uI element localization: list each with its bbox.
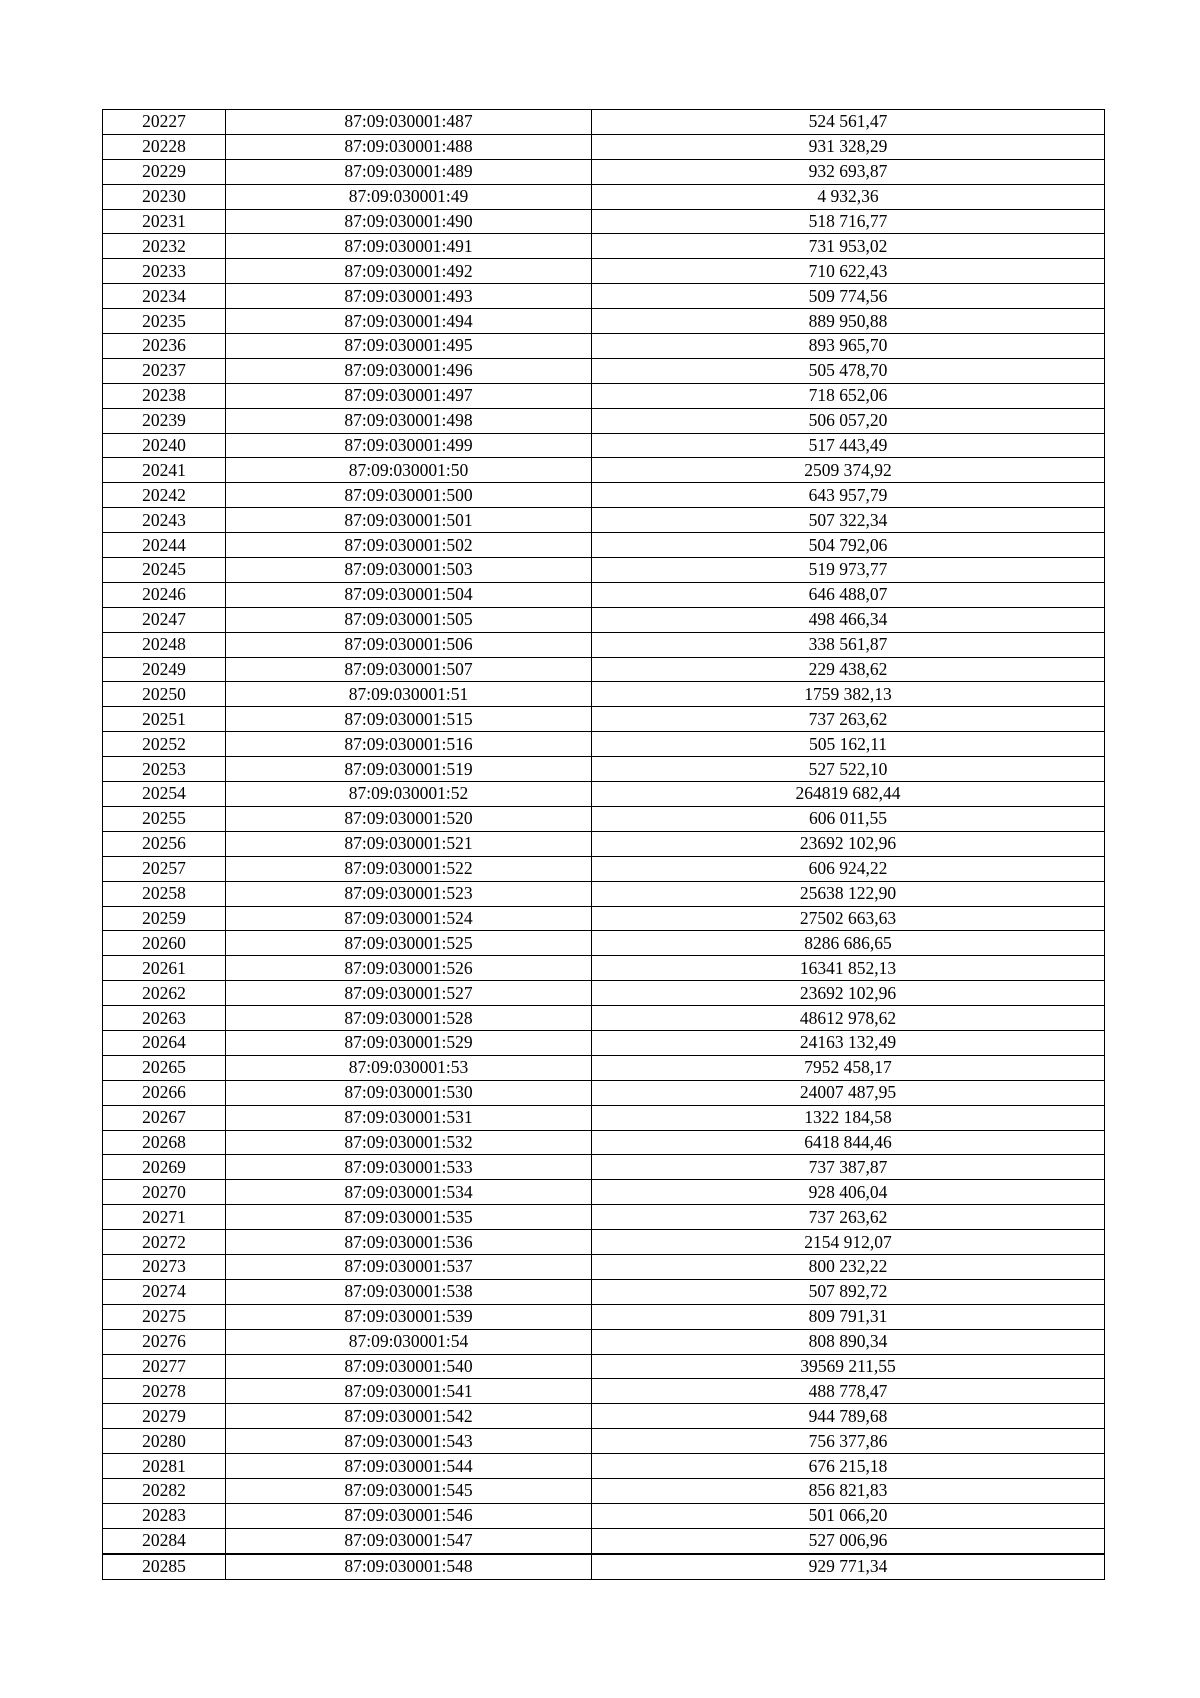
cadastral-number-cell: 87:09:030001:519 bbox=[226, 757, 592, 782]
cadastral-value-cell: 25638 122,90 bbox=[592, 881, 1105, 906]
cadastral-value-cell: 518 716,77 bbox=[592, 209, 1105, 234]
table-row bbox=[103, 831, 1105, 856]
cadastral-number-cell: 87:09:030001:54 bbox=[226, 1329, 592, 1354]
cadastral-number-cell: 87:09:030001:540 bbox=[226, 1354, 592, 1379]
cadastral-value-cell: 808 890,34 bbox=[592, 1329, 1105, 1354]
cadastral-value-cell: 710 622,43 bbox=[592, 259, 1105, 284]
cadastral-value-cell: 517 443,49 bbox=[592, 433, 1105, 458]
row-number-cell: 20247 bbox=[103, 607, 226, 632]
table-row bbox=[103, 358, 1105, 383]
row-number-cell: 20240 bbox=[103, 433, 226, 458]
table-row bbox=[103, 1503, 1105, 1528]
row-number-cell: 20239 bbox=[103, 408, 226, 433]
cadastral-value-cell: 737 263,62 bbox=[592, 707, 1105, 732]
table-row bbox=[103, 408, 1105, 433]
cadastral-value-table bbox=[102, 109, 1105, 1580]
row-number-cell: 20275 bbox=[103, 1304, 226, 1329]
cadastral-number-cell: 87:09:030001:503 bbox=[226, 558, 592, 583]
cadastral-number-cell: 87:09:030001:491 bbox=[226, 234, 592, 259]
cadastral-value-cell: 800 232,22 bbox=[592, 1254, 1105, 1279]
cadastral-value-cell: 23692 102,96 bbox=[592, 981, 1105, 1006]
row-number-cell: 20252 bbox=[103, 732, 226, 757]
cadastral-number-cell: 87:09:030001:538 bbox=[226, 1279, 592, 1304]
table-row bbox=[103, 856, 1105, 881]
cadastral-value-cell: 756 377,86 bbox=[592, 1429, 1105, 1454]
row-number-cell: 20255 bbox=[103, 806, 226, 831]
table-row bbox=[103, 110, 1105, 135]
cadastral-number-cell: 87:09:030001:515 bbox=[226, 707, 592, 732]
table-row bbox=[103, 782, 1105, 807]
table-row bbox=[103, 508, 1105, 533]
row-number-cell: 20241 bbox=[103, 458, 226, 483]
cadastral-number-cell: 87:09:030001:535 bbox=[226, 1205, 592, 1230]
row-number-cell: 20231 bbox=[103, 209, 226, 234]
row-number-cell: 20283 bbox=[103, 1503, 226, 1528]
cadastral-value-cell: 643 957,79 bbox=[592, 483, 1105, 508]
row-number-cell: 20256 bbox=[103, 831, 226, 856]
row-number-cell: 20277 bbox=[103, 1354, 226, 1379]
table-row bbox=[103, 806, 1105, 831]
cadastral-number-cell: 87:09:030001:516 bbox=[226, 732, 592, 757]
table-row bbox=[103, 1006, 1105, 1031]
cadastral-value-cell: 16341 852,13 bbox=[592, 956, 1105, 981]
row-number-cell: 20234 bbox=[103, 284, 226, 309]
row-number-cell: 20238 bbox=[103, 383, 226, 408]
row-number-cell: 20246 bbox=[103, 582, 226, 607]
row-number-cell: 20279 bbox=[103, 1404, 226, 1429]
cadastral-value-cell: 737 263,62 bbox=[592, 1205, 1105, 1230]
row-number-cell: 20271 bbox=[103, 1205, 226, 1230]
cadastral-value-cell: 504 792,06 bbox=[592, 533, 1105, 558]
table-row bbox=[103, 657, 1105, 682]
row-number-cell: 20272 bbox=[103, 1230, 226, 1255]
table-row bbox=[103, 607, 1105, 632]
cadastral-number-cell: 87:09:030001:529 bbox=[226, 1030, 592, 1055]
cadastral-value-cell: 944 789,68 bbox=[592, 1404, 1105, 1429]
cadastral-number-cell: 87:09:030001:525 bbox=[226, 931, 592, 956]
row-number-cell: 20262 bbox=[103, 981, 226, 1006]
cadastral-number-cell: 87:09:030001:527 bbox=[226, 981, 592, 1006]
table-row bbox=[103, 334, 1105, 359]
table-row bbox=[103, 732, 1105, 757]
table-row bbox=[103, 1030, 1105, 1055]
cadastral-number-cell: 87:09:030001:496 bbox=[226, 358, 592, 383]
cadastral-value-cell: 2154 912,07 bbox=[592, 1230, 1105, 1255]
cadastral-value-cell: 646 488,07 bbox=[592, 582, 1105, 607]
cadastral-value-cell: 24007 487,95 bbox=[592, 1080, 1105, 1105]
row-number-cell: 20233 bbox=[103, 259, 226, 284]
table-row bbox=[103, 458, 1105, 483]
row-number-cell: 20258 bbox=[103, 881, 226, 906]
cadastral-value-cell: 6418 844,46 bbox=[592, 1130, 1105, 1155]
row-number-cell: 20276 bbox=[103, 1329, 226, 1354]
row-number-cell: 20269 bbox=[103, 1155, 226, 1180]
cadastral-number-cell: 87:09:030001:494 bbox=[226, 309, 592, 334]
cadastral-number-cell: 87:09:030001:534 bbox=[226, 1180, 592, 1205]
cadastral-value-cell: 501 066,20 bbox=[592, 1503, 1105, 1528]
row-number-cell: 20236 bbox=[103, 334, 226, 359]
cadastral-number-cell: 87:09:030001:504 bbox=[226, 582, 592, 607]
cadastral-value-cell: 524 561,47 bbox=[592, 110, 1105, 135]
cadastral-number-cell: 87:09:030001:523 bbox=[226, 881, 592, 906]
row-number-cell: 20264 bbox=[103, 1030, 226, 1055]
row-number-cell: 20267 bbox=[103, 1105, 226, 1130]
table-row bbox=[103, 1155, 1105, 1180]
cadastral-value-cell: 4 932,36 bbox=[592, 184, 1105, 209]
table-row bbox=[103, 1230, 1105, 1255]
table-row bbox=[103, 707, 1105, 732]
row-number-cell: 20253 bbox=[103, 757, 226, 782]
table-row bbox=[103, 981, 1105, 1006]
cadastral-number-cell: 87:09:030001:531 bbox=[226, 1105, 592, 1130]
row-number-cell: 20232 bbox=[103, 234, 226, 259]
row-number-cell: 20259 bbox=[103, 906, 226, 931]
table-row bbox=[103, 483, 1105, 508]
cadastral-number-cell: 87:09:030001:506 bbox=[226, 632, 592, 657]
row-number-cell: 20257 bbox=[103, 856, 226, 881]
table-body bbox=[103, 110, 1105, 1580]
cadastral-value-cell: 731 953,02 bbox=[592, 234, 1105, 259]
cadastral-value-cell: 506 057,20 bbox=[592, 408, 1105, 433]
row-number-cell: 20248 bbox=[103, 632, 226, 657]
cadastral-value-cell: 505 162,11 bbox=[592, 732, 1105, 757]
row-number-cell: 20282 bbox=[103, 1478, 226, 1503]
table-row bbox=[103, 1254, 1105, 1279]
row-number-cell: 20254 bbox=[103, 782, 226, 807]
cadastral-number-cell: 87:09:030001:507 bbox=[226, 657, 592, 682]
table-row bbox=[103, 1429, 1105, 1454]
row-number-cell: 20249 bbox=[103, 657, 226, 682]
cadastral-value-cell: 7952 458,17 bbox=[592, 1055, 1105, 1080]
cadastral-value-cell: 676 215,18 bbox=[592, 1454, 1105, 1479]
row-number-cell: 20235 bbox=[103, 309, 226, 334]
table-row bbox=[103, 632, 1105, 657]
table-row bbox=[103, 184, 1105, 209]
cadastral-number-cell: 87:09:030001:547 bbox=[226, 1528, 592, 1553]
cadastral-number-cell: 87:09:030001:500 bbox=[226, 483, 592, 508]
cadastral-value-cell: 8286 686,65 bbox=[592, 931, 1105, 956]
row-number-cell: 20263 bbox=[103, 1006, 226, 1031]
table-row bbox=[103, 159, 1105, 184]
row-number-cell: 20281 bbox=[103, 1454, 226, 1479]
table-row bbox=[103, 1528, 1105, 1553]
table-row bbox=[103, 906, 1105, 931]
row-number-cell: 20250 bbox=[103, 682, 226, 707]
cadastral-number-cell: 87:09:030001:495 bbox=[226, 334, 592, 359]
cadastral-value-cell: 488 778,47 bbox=[592, 1379, 1105, 1404]
table-row bbox=[103, 1404, 1105, 1429]
row-number-cell: 20270 bbox=[103, 1180, 226, 1205]
table-row bbox=[103, 259, 1105, 284]
cadastral-number-cell: 87:09:030001:505 bbox=[226, 607, 592, 632]
row-number-cell: 20243 bbox=[103, 508, 226, 533]
cadastral-value-cell: 932 693,87 bbox=[592, 159, 1105, 184]
table-row bbox=[103, 1554, 1105, 1579]
table-row bbox=[103, 134, 1105, 159]
table-row bbox=[103, 1379, 1105, 1404]
cadastral-value-cell: 2509 374,92 bbox=[592, 458, 1105, 483]
cadastral-value-cell: 27502 663,63 bbox=[592, 906, 1105, 931]
table-row bbox=[103, 558, 1105, 583]
cadastral-value-cell: 931 328,29 bbox=[592, 134, 1105, 159]
row-number-cell: 20229 bbox=[103, 159, 226, 184]
cadastral-number-cell: 87:09:030001:498 bbox=[226, 408, 592, 433]
row-number-cell: 20268 bbox=[103, 1130, 226, 1155]
table-row bbox=[103, 1478, 1105, 1503]
table-row bbox=[103, 209, 1105, 234]
cadastral-number-cell: 87:09:030001:533 bbox=[226, 1155, 592, 1180]
cadastral-number-cell: 87:09:030001:536 bbox=[226, 1230, 592, 1255]
cadastral-value-cell: 519 973,77 bbox=[592, 558, 1105, 583]
row-number-cell: 20227 bbox=[103, 110, 226, 135]
table-row bbox=[103, 682, 1105, 707]
row-number-cell: 20228 bbox=[103, 134, 226, 159]
cadastral-value-cell: 606 011,55 bbox=[592, 806, 1105, 831]
cadastral-number-cell: 87:09:030001:524 bbox=[226, 906, 592, 931]
cadastral-number-cell: 87:09:030001:50 bbox=[226, 458, 592, 483]
table-row bbox=[103, 1205, 1105, 1230]
cadastral-value-cell: 498 466,34 bbox=[592, 607, 1105, 632]
cadastral-value-cell: 24163 132,49 bbox=[592, 1030, 1105, 1055]
cadastral-number-cell: 87:09:030001:520 bbox=[226, 806, 592, 831]
table-row bbox=[103, 931, 1105, 956]
table-row bbox=[103, 881, 1105, 906]
cadastral-value-cell: 229 438,62 bbox=[592, 657, 1105, 682]
cadastral-value-cell: 809 791,31 bbox=[592, 1304, 1105, 1329]
cadastral-number-cell: 87:09:030001:544 bbox=[226, 1454, 592, 1479]
row-number-cell: 20230 bbox=[103, 184, 226, 209]
table-row bbox=[103, 1130, 1105, 1155]
row-number-cell: 20265 bbox=[103, 1055, 226, 1080]
cadastral-number-cell: 87:09:030001:489 bbox=[226, 159, 592, 184]
table-row bbox=[103, 1080, 1105, 1105]
cadastral-number-cell: 87:09:030001:52 bbox=[226, 782, 592, 807]
cadastral-number-cell: 87:09:030001:53 bbox=[226, 1055, 592, 1080]
cadastral-number-cell: 87:09:030001:497 bbox=[226, 383, 592, 408]
cadastral-value-cell: 264819 682,44 bbox=[592, 782, 1105, 807]
cadastral-value-cell: 606 924,22 bbox=[592, 856, 1105, 881]
cadastral-value-cell: 737 387,87 bbox=[592, 1155, 1105, 1180]
cadastral-number-cell: 87:09:030001:541 bbox=[226, 1379, 592, 1404]
cadastral-value-cell: 889 950,88 bbox=[592, 309, 1105, 334]
cadastral-number-cell: 87:09:030001:548 bbox=[226, 1554, 592, 1579]
cadastral-value-cell: 1759 382,13 bbox=[592, 682, 1105, 707]
cadastral-number-cell: 87:09:030001:530 bbox=[226, 1080, 592, 1105]
table-row bbox=[103, 533, 1105, 558]
cadastral-number-cell: 87:09:030001:537 bbox=[226, 1254, 592, 1279]
cadastral-value-cell: 527 522,10 bbox=[592, 757, 1105, 782]
row-number-cell: 20237 bbox=[103, 358, 226, 383]
cadastral-value-cell: 507 892,72 bbox=[592, 1279, 1105, 1304]
table-row bbox=[103, 1354, 1105, 1379]
table-row bbox=[103, 433, 1105, 458]
table-row bbox=[103, 1454, 1105, 1479]
row-number-cell: 20242 bbox=[103, 483, 226, 508]
cadastral-number-cell: 87:09:030001:493 bbox=[226, 284, 592, 309]
row-number-cell: 20285 bbox=[103, 1554, 226, 1579]
cadastral-number-cell: 87:09:030001:546 bbox=[226, 1503, 592, 1528]
row-number-cell: 20280 bbox=[103, 1429, 226, 1454]
table-row bbox=[103, 956, 1105, 981]
cadastral-number-cell: 87:09:030001:492 bbox=[226, 259, 592, 284]
table-row bbox=[103, 1329, 1105, 1354]
cadastral-number-cell: 87:09:030001:532 bbox=[226, 1130, 592, 1155]
table-row bbox=[103, 1304, 1105, 1329]
table-row bbox=[103, 582, 1105, 607]
row-number-cell: 20273 bbox=[103, 1254, 226, 1279]
table-row bbox=[103, 1180, 1105, 1205]
cadastral-number-cell: 87:09:030001:539 bbox=[226, 1304, 592, 1329]
row-number-cell: 20274 bbox=[103, 1279, 226, 1304]
cadastral-value-cell: 527 006,96 bbox=[592, 1528, 1105, 1553]
cadastral-value-cell: 929 771,34 bbox=[592, 1554, 1105, 1579]
cadastral-number-cell: 87:09:030001:526 bbox=[226, 956, 592, 981]
row-number-cell: 20251 bbox=[103, 707, 226, 732]
cadastral-number-cell: 87:09:030001:522 bbox=[226, 856, 592, 881]
cadastral-value-cell: 856 821,83 bbox=[592, 1478, 1105, 1503]
cadastral-value-cell: 718 652,06 bbox=[592, 383, 1105, 408]
cadastral-value-cell: 1322 184,58 bbox=[592, 1105, 1105, 1130]
cadastral-number-cell: 87:09:030001:487 bbox=[226, 110, 592, 135]
table-row bbox=[103, 1279, 1105, 1304]
table-row bbox=[103, 284, 1105, 309]
cadastral-value-cell: 509 774,56 bbox=[592, 284, 1105, 309]
cadastral-value-cell: 48612 978,62 bbox=[592, 1006, 1105, 1031]
table-row bbox=[103, 1105, 1105, 1130]
row-number-cell: 20260 bbox=[103, 931, 226, 956]
cadastral-number-cell: 87:09:030001:490 bbox=[226, 209, 592, 234]
cadastral-value-cell: 928 406,04 bbox=[592, 1180, 1105, 1205]
cadastral-number-cell: 87:09:030001:49 bbox=[226, 184, 592, 209]
cadastral-number-cell: 87:09:030001:488 bbox=[226, 134, 592, 159]
cadastral-number-cell: 87:09:030001:528 bbox=[226, 1006, 592, 1031]
cadastral-value-cell: 893 965,70 bbox=[592, 334, 1105, 359]
table-row bbox=[103, 1055, 1105, 1080]
row-number-cell: 20284 bbox=[103, 1528, 226, 1553]
cadastral-number-cell: 87:09:030001:499 bbox=[226, 433, 592, 458]
cadastral-number-cell: 87:09:030001:501 bbox=[226, 508, 592, 533]
table-row bbox=[103, 309, 1105, 334]
row-number-cell: 20244 bbox=[103, 533, 226, 558]
row-number-cell: 20278 bbox=[103, 1379, 226, 1404]
cadastral-number-cell: 87:09:030001:521 bbox=[226, 831, 592, 856]
cadastral-number-cell: 87:09:030001:542 bbox=[226, 1404, 592, 1429]
table-row bbox=[103, 757, 1105, 782]
cadastral-value-cell: 507 322,34 bbox=[592, 508, 1105, 533]
cadastral-value-cell: 338 561,87 bbox=[592, 632, 1105, 657]
cadastral-value-cell: 505 478,70 bbox=[592, 358, 1105, 383]
cadastral-number-cell: 87:09:030001:51 bbox=[226, 682, 592, 707]
cadastral-number-cell: 87:09:030001:543 bbox=[226, 1429, 592, 1454]
table-row bbox=[103, 234, 1105, 259]
cadastral-number-cell: 87:09:030001:545 bbox=[226, 1478, 592, 1503]
row-number-cell: 20245 bbox=[103, 558, 226, 583]
cadastral-value-cell: 23692 102,96 bbox=[592, 831, 1105, 856]
cadastral-value-cell: 39569 211,55 bbox=[592, 1354, 1105, 1379]
table-row bbox=[103, 383, 1105, 408]
row-number-cell: 20261 bbox=[103, 956, 226, 981]
cadastral-number-cell: 87:09:030001:502 bbox=[226, 533, 592, 558]
row-number-cell: 20266 bbox=[103, 1080, 226, 1105]
